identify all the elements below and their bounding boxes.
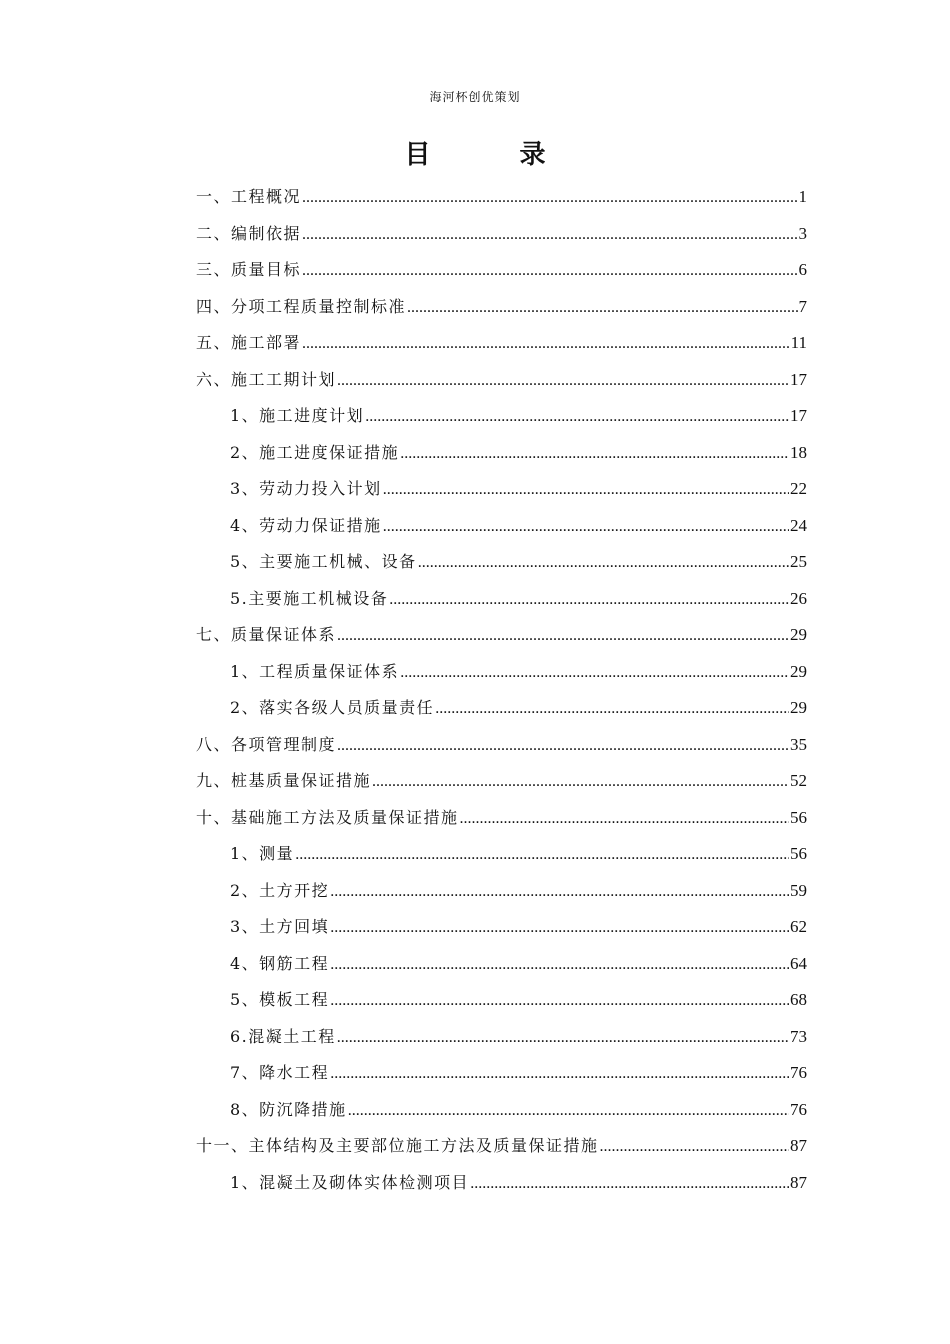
toc-entry-label: 3、劳动力投入计划 [230,479,382,498]
toc-entry-page-number: 18 [790,442,807,462]
toc-leader-dots [470,1175,789,1193]
toc-entry[interactable] [196,659,807,696]
toc-entry-page-number: 17 [790,406,807,425]
toc-entry-page-number: 24 [790,515,807,535]
toc-entry[interactable] [196,914,807,951]
toc-entry-label: 十、基础施工方法及质量保证措施 [196,807,459,827]
toc-leader-dots [330,919,789,937]
toc-leader-dots [302,226,797,244]
toc-leader-dots [330,883,789,901]
toc-entry[interactable] [196,367,807,404]
toc-entry-label: 1、测量 [230,844,295,863]
page-header: 海河杯创优策划 [429,90,521,104]
toc-leader-dots [400,445,789,463]
toc-entry-label: 一、工程概况 [196,187,302,206]
toc-leader-dots [400,664,789,682]
toc-entry-page-number: 87 [790,1136,807,1155]
toc-entry-page-number: 62 [790,917,807,936]
toc-entry[interactable] [196,622,807,659]
toc-entry[interactable] [196,257,807,294]
toc-entry-label: 4、劳动力保证措施 [230,515,382,535]
toc-entry-page-number: 1 [798,187,807,206]
toc-entry-page-number: 87 [790,1172,807,1192]
toc-entry-label: 九、桩基质量保证措施 [196,771,372,790]
toc-leader-dots [330,956,789,974]
toc-leader-dots [302,189,797,207]
toc-leader-dots [348,1102,789,1120]
toc-entry-label: 2、落实各级人员质量责任 [230,698,435,717]
toc-entry-page-number: 17 [790,369,807,389]
toc-entry[interactable] [196,1170,807,1207]
toc-entry-label: 5、主要施工机械、设备 [230,552,417,571]
toc-leader-dots [435,700,789,718]
toc-entry[interactable] [196,549,807,586]
toc-entry[interactable] [196,403,807,440]
toc-entry[interactable] [196,732,807,769]
toc-entry[interactable] [196,476,807,513]
toc-entry-label: 4、钢筋工程 [230,953,330,973]
toc-entry-label: 十一、主体结构及主要部位施工方法及质量保证措施 [196,1136,599,1155]
toc-leader-dots [337,1029,789,1047]
toc-entry[interactable] [196,513,807,550]
toc-leader-dots [600,1138,789,1156]
toc-entry-page-number: 7 [798,296,807,316]
toc-entry-label: 八、各项管理制度 [196,734,337,754]
toc-entry[interactable] [196,695,807,732]
toc-entry-label: 2、施工进度保证措施 [230,442,400,462]
toc-entry[interactable] [196,184,807,221]
toc-entry[interactable] [196,1133,807,1170]
toc-leader-dots [330,992,789,1010]
toc-entry-page-number: 29 [790,698,807,717]
toc-leader-dots [365,408,789,426]
toc-entry-label: 2、土方开挖 [230,880,330,900]
toc-entry[interactable] [196,1060,807,1097]
toc-leader-dots [337,737,789,755]
toc-entry[interactable] [196,841,807,878]
toc-entry-label: 5.主要施工机械设备 [230,588,389,608]
toc-entry[interactable] [196,586,807,623]
toc-leader-dots [418,554,789,572]
toc-entry-page-number: 68 [790,990,807,1009]
toc-leader-dots [295,846,789,864]
toc-entry-label: 1、工程质量保证体系 [230,661,400,681]
toc-entry-label: 6.混凝土工程 [230,1026,336,1046]
toc-entry[interactable] [196,805,807,842]
toc-entry[interactable] [196,951,807,988]
toc-entry-page-number: 76 [790,1099,807,1119]
toc-leader-dots [389,591,789,609]
toc-entry[interactable] [196,440,807,477]
toc-entry-label: 8、防沉降措施 [230,1099,347,1119]
toc-entry-page-number: 22 [790,479,807,498]
toc-entry-label: 四、分项工程质量控制标准 [196,296,407,316]
toc-leader-dots [372,773,789,791]
toc-entry-page-number: 26 [790,588,807,608]
toc-leader-dots [302,262,797,280]
toc-entry-label: 三、质量目标 [196,260,302,279]
toc-entry-label: 1、混凝土及砌体实体检测项目 [230,1172,470,1192]
toc-leader-dots [302,335,790,353]
toc-leader-dots [407,299,797,317]
toc-entry-label: 5、模板工程 [230,990,330,1009]
toc-entry-page-number: 56 [790,844,807,863]
toc-leader-dots [460,810,789,828]
toc-entry-label: 五、施工部署 [196,333,302,352]
toc-entry[interactable] [196,1024,807,1061]
table-of-contents [196,184,807,1206]
toc-entry-label: 七、质量保证体系 [196,625,337,644]
toc-leader-dots [337,372,789,390]
toc-entry-page-number: 73 [790,1026,807,1046]
toc-leader-dots [337,627,789,645]
toc-entry-page-number: 25 [790,552,807,571]
toc-entry[interactable] [196,987,807,1024]
toc-leader-dots [383,518,789,536]
toc-entry-page-number: 56 [790,807,807,827]
toc-entry-label: 3、土方回填 [230,917,330,936]
toc-entry[interactable] [196,294,807,331]
toc-entry-page-number: 76 [790,1063,807,1082]
toc-entry-page-number: 29 [790,625,807,644]
page-title: 目 录 [404,140,586,170]
toc-entry[interactable] [196,221,807,258]
toc-entry-page-number: 52 [790,771,807,790]
toc-leader-dots [330,1065,789,1083]
toc-entry-page-number: 11 [790,333,807,352]
toc-entry-page-number: 64 [790,953,807,973]
toc-leader-dots [383,481,789,499]
toc-entry-label: 7、降水工程 [230,1063,330,1082]
toc-entry-page-number: 35 [790,734,807,754]
toc-entry-page-number: 6 [798,260,807,279]
toc-entry[interactable] [196,768,807,805]
toc-entry-label: 二、编制依据 [196,223,302,243]
toc-entry-page-number: 3 [798,223,807,243]
toc-entry[interactable] [196,1097,807,1134]
toc-entry[interactable] [196,330,807,367]
toc-entry-page-number: 59 [790,880,807,900]
toc-entry-label: 1、施工进度计划 [230,406,365,425]
toc-entry-page-number: 29 [790,661,807,681]
toc-entry[interactable] [196,878,807,915]
toc-entry-label: 六、施工工期计划 [196,369,337,389]
